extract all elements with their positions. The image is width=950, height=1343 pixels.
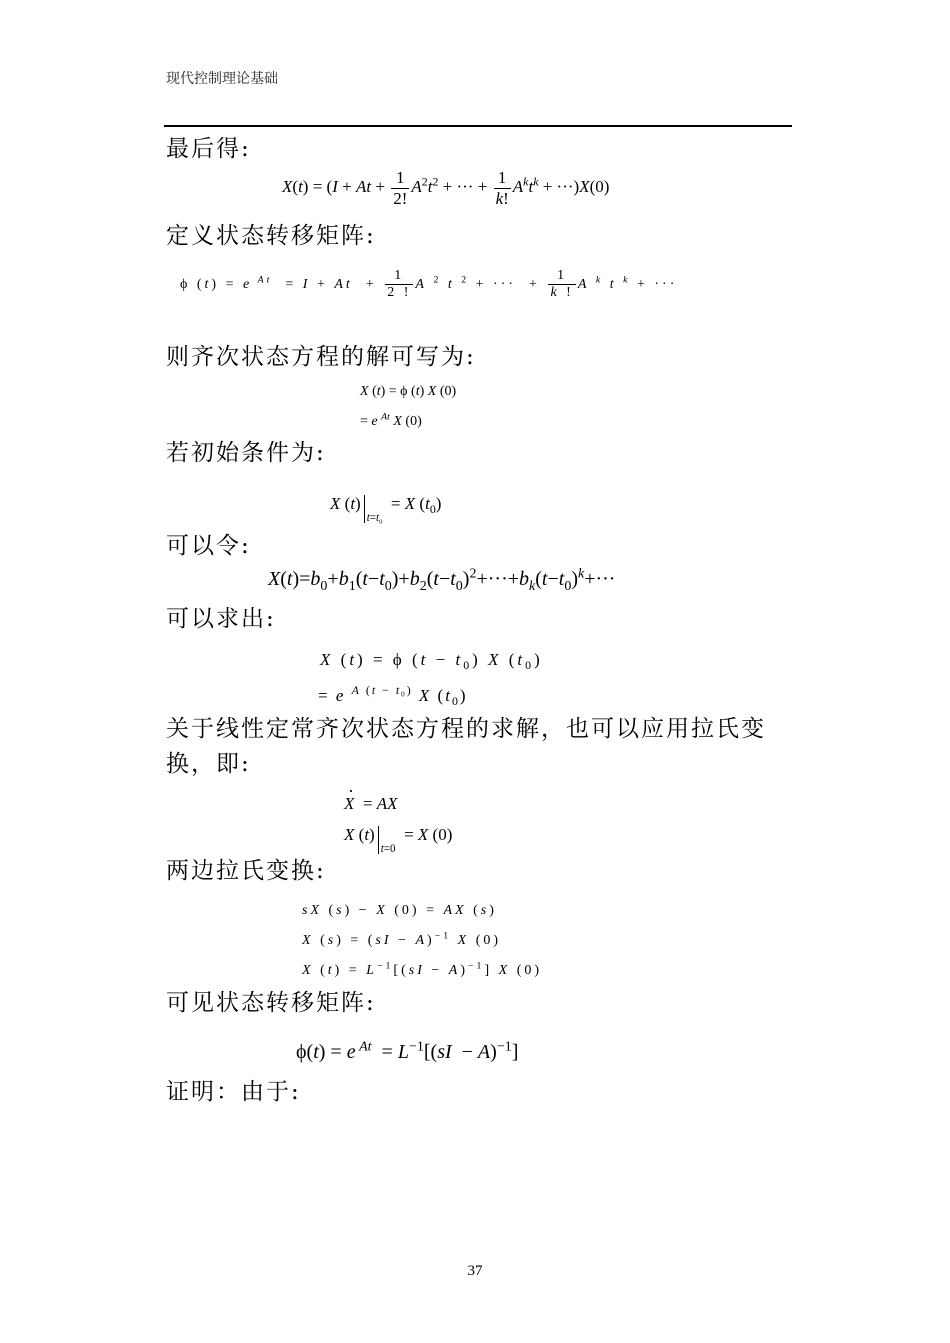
text-define-stm: 定义状态转移矩阵: bbox=[166, 223, 376, 249]
header-rule bbox=[164, 125, 792, 127]
text-proof: 证明：由于: bbox=[166, 1079, 301, 1105]
text-both-sides-laplace: 两边拉氏变换: bbox=[166, 858, 326, 884]
equation-stm-definition: ϕ (t) = e $^{At}$ = I + At + $\frac{1}{2 !}$ A $^2$ t $^2$ + ··· + $\frac{1}{k !}$ A $^k$ t $^k$ + ··· bbox=[180, 268, 678, 301]
text-laplace-intro-line1: 关于线性定常齐次状态方程的求解，也可以应用拉氏变 bbox=[166, 716, 766, 742]
equation-zero-initial: X $(t)_{t=0} = X$ (0) bbox=[344, 825, 453, 856]
equation-state-equation: · X = AX bbox=[344, 794, 398, 814]
equation-laplace-line1: sX (s) − X (0) = AX (s) bbox=[302, 903, 497, 918]
page-number: 37 bbox=[467, 1263, 483, 1279]
equation-solution-line1: X (t) = ϕ (t) X (0) bbox=[360, 384, 457, 399]
text-let: 可以令: bbox=[166, 533, 251, 559]
text-obtain: 可以求出: bbox=[166, 606, 276, 632]
equation-laplace-line2: X (s) = (sI − A)$^{-1}$ X (0) bbox=[302, 930, 502, 948]
equation-solution-line2: = e $^{At}$ X (0) bbox=[360, 411, 422, 429]
text-initial-condition: 若初始条件为: bbox=[166, 440, 326, 466]
equation-shifted-solution-line1: X (t) = ϕ $(t - t_0)$ X $(t_0)$ bbox=[320, 650, 543, 673]
equation-initial-condition: X $(t)_{t=t_0} = X$ $(t_0)$ bbox=[330, 494, 442, 526]
text-laplace-intro-line2: 换，即: bbox=[166, 751, 251, 777]
equation-laplace-line3: X $(t) = L^{-1}[(sI - A)^{-1}]$ X (0) bbox=[302, 960, 543, 978]
text-finally: 最后得: bbox=[166, 136, 251, 162]
equation-stm-laplace: ϕ(t) = e $^{At} = L^{-1}[(sI - A)^{-1}]$ bbox=[296, 1039, 519, 1063]
text-visible-stm: 可见状态转移矩阵: bbox=[166, 990, 376, 1016]
equation-shifted-solution-line2: = e $^{A (t - t_0)}$ X $(t_0)$ bbox=[318, 683, 468, 709]
equation-series-solution: X(t) = (I + At + $\frac{1}{2!}$ $A^2t^2$ + ··· + $\frac{1}{k!}$ $A^kt^k + \cdot\cdot\cdot)X(0)$ bbox=[282, 168, 610, 208]
text-solution-form: 则齐次状态方程的解可写为: bbox=[166, 344, 476, 370]
equation-taylor-expansion: $X(t)=b_0+b_1(t-t_0)+b_2(t-t_0)^2+\cdot\cdot\cdot+b_k(t-t_0)^k+\cdot\cdot\cdot$ bbox=[268, 566, 616, 594]
running-header: 现代控制理论基础 bbox=[166, 71, 278, 87]
